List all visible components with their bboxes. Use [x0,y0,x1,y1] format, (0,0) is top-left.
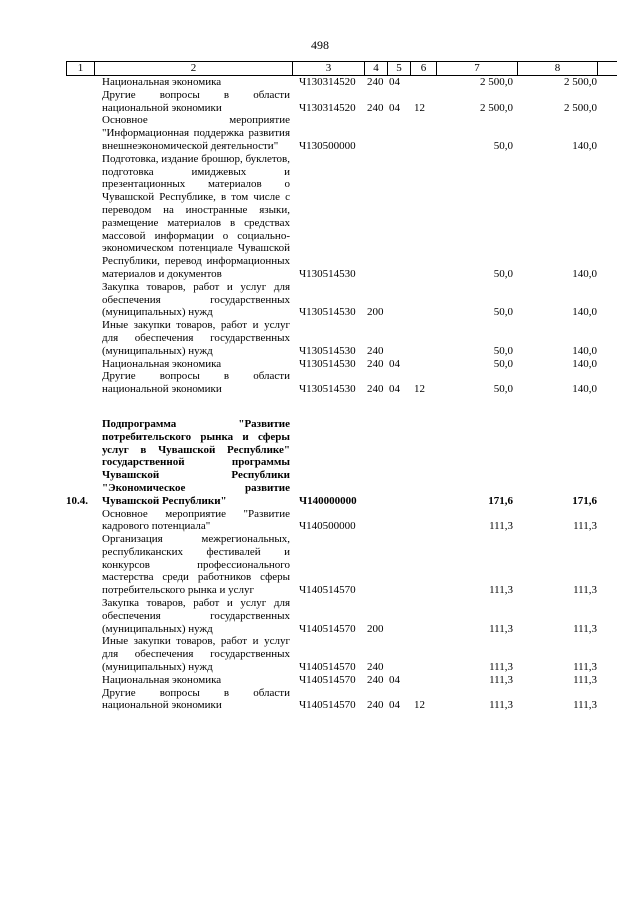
row-amount-col8: 140,0 [572,383,597,396]
row-code: Ч130514530 [299,267,356,280]
row-amount-col7: 50,0 [493,139,513,152]
row-code: Ч130514530 [299,344,356,357]
row-amount-col8: 140,0 [572,344,597,357]
row-amount-col8: 111,3 [573,699,597,712]
row-name: Подготовка, издание брошюр, буклетов, подготовка имиджевых и презентационных материалов о Чувашской Республике, в том числе с переводом на иностранные языки, размещение материалов в средствах массовой информации о социально-экономическом потенциале Чувашской Республики, перевод информационных материалов и документов [102,152,290,280]
table-row [66,687,617,713]
row-amount-col7: 111,3 [489,520,513,533]
row-section: 04 [389,357,400,370]
row-code: Ч140514570 [299,584,356,597]
row-amount-col8: 140,0 [572,306,597,319]
row-section: 04 [389,699,400,712]
row-code: Ч130514530 [299,306,356,319]
row-name: Иные закупки товаров, работ и услуг для обеспечения государственных (муниципальных) нужд [102,319,290,357]
row-amount-col7: 111,3 [489,584,513,597]
row-amount-col8: 2 500,0 [564,101,597,114]
row-name: Закупка товаров, работ и услуг для обеспечения государственных (муниципальных) нужд [102,280,290,319]
row-code: Ч140514570 [299,622,356,635]
table-row [66,153,617,281]
row-number: 10.4. [66,494,88,507]
table-row [66,370,617,396]
row-amount-col8: 111,3 [573,520,597,533]
column-header-1: 1 [67,62,95,75]
row-name: Подпрограмма "Развитие потребительского рынка и сферы услуг в Чувашской Республике" государственной программы Чувашской Республики "Экономическое развитие Чувашской Республики" [102,417,290,507]
row-type-code: 240 [367,383,384,396]
row-type-code: 240 [367,661,384,674]
row-name: Основное мероприятие "Развитие кадрового потенциала" [102,507,290,533]
row-section: 04 [389,101,400,114]
row-name: Другие вопросы в области национальной экономики [102,686,290,712]
table-row [66,533,617,597]
column-header-6: 6 [411,62,437,75]
column-header-7: 7 [437,62,518,75]
row-name: Закупка товаров, работ и услуг для обеспечения государственных (муниципальных) нужд [102,597,290,635]
table-row [66,114,617,152]
row-amount-col8: 140,0 [572,267,597,280]
row-name: Иные закупки товаров, работ и услуг для обеспечения государственных (муниципальных) нужд [102,635,290,674]
row-code: Ч130314520 [299,76,356,88]
row-amount-col8: 111,3 [573,622,597,635]
row-type-code: 240 [367,344,384,357]
row-type-code: 240 [367,76,384,88]
row-code: Ч130514530 [299,357,356,370]
table-row [66,319,617,357]
row-name: Организация межрегиональных, республиканских фестивалей и конкурсов профессионального мастерства среди работников сферы потребительского рынка и услуг [102,533,290,597]
row-name: Основное мероприятие "Информационная поддержка развития внешнеэкономической деятельности" [102,114,290,152]
row-name: Другие вопросы в области национальной экономики [102,370,290,396]
row-subsection: 12 [414,699,425,712]
row-section: 04 [389,383,400,396]
row-code: Ч140514570 [299,661,356,674]
table-row [66,76,617,89]
column-header-5: 5 [388,62,411,75]
row-type-code: 240 [367,101,384,114]
row-type-code: 200 [367,622,384,635]
row-code: Ч130514530 [299,383,356,396]
row-subsection: 12 [414,101,425,114]
row-amount-col7: 2 500,0 [480,76,513,88]
row-amount-col7: 50,0 [493,383,513,396]
row-amount-col8: 111,3 [573,584,597,597]
row-amount-col8: 140,0 [572,357,597,370]
table-row [66,89,617,115]
row-amount-col8: 111,3 [573,661,597,674]
row-type-code: 200 [367,306,384,319]
row-name: Национальная экономика [102,357,222,370]
column-header-8: 8 [518,62,598,75]
row-code: Ч140000000 [299,494,357,507]
table-body [66,76,617,712]
row-amount-col7: 50,0 [493,267,513,280]
row-section: 04 [389,76,400,88]
row-type-code: 240 [367,673,384,686]
row-spacer [66,396,617,418]
row-amount-col8: 140,0 [572,139,597,152]
row-amount-col7: 111,3 [489,622,513,635]
row-amount-col7: 111,3 [489,673,513,686]
row-section: 04 [389,673,400,686]
row-code: Ч140514570 [299,699,356,712]
row-amount-col8: 171,6 [572,494,597,507]
row-amount-col7: 111,3 [489,699,513,712]
row-amount-col7: 171,6 [488,494,513,507]
row-amount-col8: 2 500,0 [564,76,597,88]
row-amount-col7: 111,3 [489,661,513,674]
column-header-4: 4 [365,62,388,75]
table-header-row [66,61,617,76]
row-code: Ч130314520 [299,101,356,114]
row-name: Другие вопросы в области национальной экономики [102,88,290,114]
table-row [66,281,617,319]
row-type-code: 240 [367,699,384,712]
row-amount-col8: 111,3 [573,673,597,686]
table-row [66,358,617,371]
column-header-3: 3 [293,62,365,75]
row-amount-col7: 50,0 [493,306,513,319]
row-name: Национальная экономика [102,673,222,686]
row-amount-col7: 2 500,0 [480,101,513,114]
table-row [66,635,617,673]
row-amount-col7: 50,0 [493,357,513,370]
row-type-code: 240 [367,357,384,370]
row-subsection: 12 [414,383,425,396]
page-number: 498 [311,38,329,52]
row-amount-col7: 50,0 [493,344,513,357]
row-code: Ч130500000 [299,139,356,152]
row-name: Национальная экономика [102,76,222,88]
budget-table [66,61,617,712]
table-row [66,508,617,534]
table-row [66,674,617,687]
row-code: Ч140514570 [299,673,356,686]
row-code: Ч140500000 [299,520,356,533]
table-row [66,418,617,508]
table-row [66,597,617,635]
column-header-2: 2 [95,62,293,75]
